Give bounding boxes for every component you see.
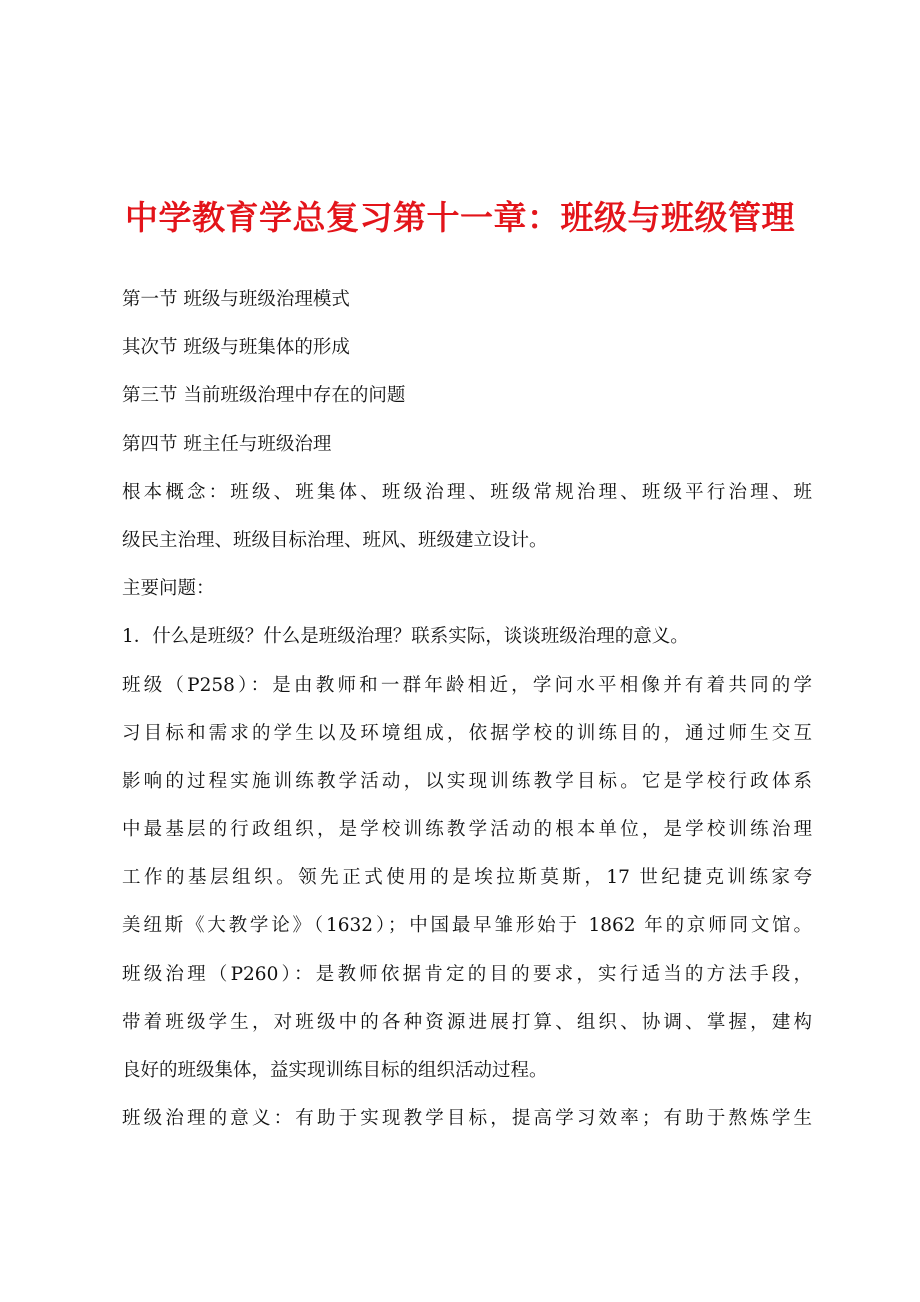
section-item: 第三节 当前班级治理中存在的问题 [122,385,406,407]
section-item: 其次节 班级与班集体的形成 [122,337,350,359]
class-definition-line: 习目标和需求的学生以及环境组成，依据学校的训练目的，通过师生交互 [122,722,812,744]
question-1: 1．什么是班级？什么是班级治理？联系实际，谈谈班级治理的意义。 [122,626,689,648]
class-definition-line: 影响的过程实施训练教学活动，以实现训练教学目标。它是学校行政体系 [122,770,812,792]
class-definition-line: 工作的基层组织。领先正式使用的是埃拉斯莫斯，17 世纪捷克训练家夸 [122,867,812,889]
class-definition-line: 班级（P258）：是由教师和一群年龄相近，学问水平相像并有着共同的学 [122,674,812,696]
document-title: 中学教育学总复习第十一章：班级与班级管理 [125,198,795,237]
main-issues-heading: 主要问题： [122,578,215,600]
concepts-line: 根本概念：班级、班集体、班级治理、班级常规治理、班级平行治理、班 [122,481,812,503]
concepts-line: 级民主治理、班级目标治理、班风、班级建立设计。 [122,529,548,551]
document-body [122,276,812,1143]
management-definition-line: 带着班级学生，对班级中的各种资源进展打算、组织、协调、掌握，建构 [122,1011,812,1033]
section-item: 第一节 班级与班级治理模式 [122,289,350,310]
management-definition-line: 良好的班级集体，益实现训练目标的组织活动过程。 [122,1060,548,1081]
class-definition-line: 中最基层的行政组织，是学校训练教学活动的根本单位，是学校训练治理 [122,819,812,841]
significance-line: 班级治理的意义：有助于实现教学目标，提高学习效率；有助于熬炼学生 [122,1108,812,1130]
section-item: 第四节 班主任与班级治理 [122,433,332,455]
class-definition-line: 美纽斯《大教学论》（1632）；中国最早雏形始于 1862 年的京师同文馆。 [122,915,812,937]
management-definition-line: 班级治理（P260）：是教师依据肯定的目的要求，实行适当的方法手段， [122,963,812,985]
